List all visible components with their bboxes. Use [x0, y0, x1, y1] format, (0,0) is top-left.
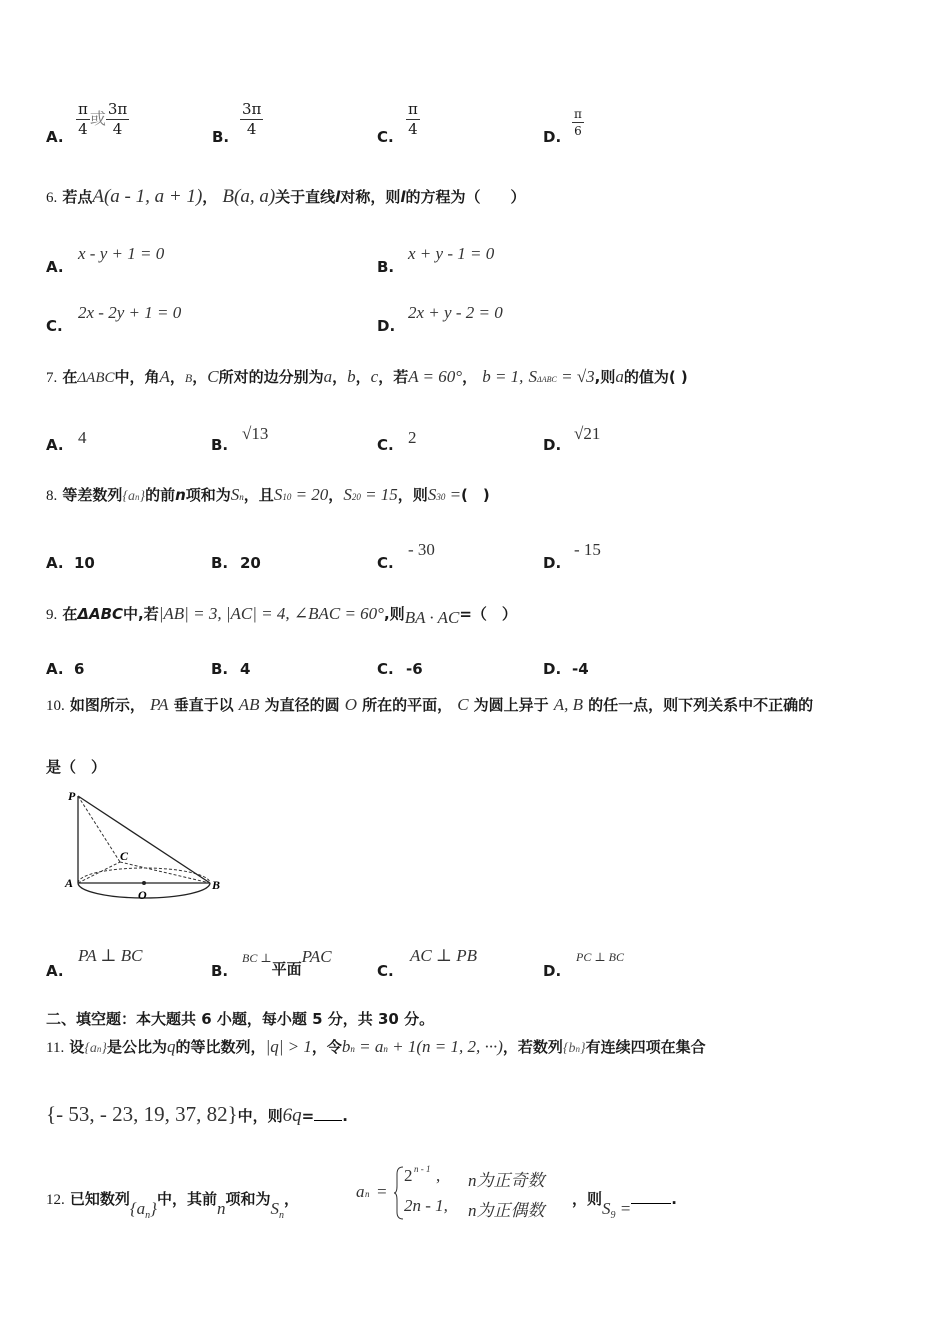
- segment-pa: PA: [149, 695, 169, 714]
- question-number: 8.: [46, 488, 58, 504]
- label-b: B: [212, 878, 221, 892]
- answer-blank[interactable]: [314, 1106, 342, 1121]
- var-n: n: [217, 1199, 226, 1218]
- question-8-stem: [46, 484, 490, 514]
- option-d-value: [572, 108, 584, 137]
- stem-text: ,则: [594, 368, 616, 386]
- subscript: n: [279, 1210, 285, 1221]
- option-a-value: 6: [74, 660, 85, 678]
- stem-text: 垂直于以: [173, 696, 234, 714]
- sum-value: =: [445, 485, 462, 504]
- question-number: 12.: [46, 1192, 65, 1208]
- stem-text: 中，则: [237, 1107, 283, 1125]
- stem-text: 如图所示，: [69, 696, 145, 714]
- fraction-denominator: 4: [246, 120, 257, 138]
- comma: ，: [169, 368, 185, 386]
- brace: }: [580, 1041, 586, 1056]
- stem-text: 中，其前: [156, 1190, 217, 1208]
- case2-condition: n为正偶数: [468, 1201, 545, 1220]
- sum-symbol: S: [343, 485, 352, 504]
- subscript: n: [350, 1044, 355, 1054]
- question-6-stem: [46, 186, 526, 216]
- question-12-end: [572, 1188, 677, 1228]
- option-d-value: 2x + y - 2 = 0: [408, 303, 503, 322]
- stem-text: ，若: [378, 368, 409, 386]
- option-a-value: [76, 102, 129, 137]
- stem-text: 为圆上异于: [473, 696, 549, 714]
- subscript: n: [239, 492, 244, 502]
- option-c-value: 2x - 2y + 1 = 0: [78, 303, 182, 322]
- point-b: B(a, a): [222, 186, 276, 207]
- option-c-label: C.: [377, 128, 394, 146]
- stem-text: 的任一点，则下列关系中不正确的: [588, 696, 814, 714]
- option-b-label: B.: [211, 436, 229, 454]
- q-condition: |q| > 1: [265, 1037, 312, 1056]
- sum-symbol: S: [427, 485, 437, 504]
- sequence-b: {b: [562, 1041, 576, 1056]
- stem-text: ，: [202, 188, 218, 206]
- vector-dot-product: BA · AC: [404, 608, 460, 627]
- var-n: n: [175, 486, 186, 504]
- comma: ，: [328, 486, 344, 504]
- center-dot: [142, 881, 146, 885]
- option-c-value: [406, 102, 420, 137]
- subscript: 9: [610, 1210, 616, 1221]
- area-subscript: ΔABC: [537, 375, 557, 384]
- stem-text: 的值为( ): [623, 368, 688, 386]
- option-b-value: [240, 102, 263, 137]
- option-c-label: C.: [377, 554, 394, 572]
- equation: + 1(n = 1, 2, ···): [387, 1037, 503, 1056]
- fraction-denominator: 4: [78, 120, 88, 138]
- fraction-denominator: 4: [112, 120, 123, 138]
- segment-pb-line: [78, 796, 210, 883]
- option-b-value: [242, 946, 332, 978]
- option-b-label: B.: [377, 258, 395, 276]
- option-b-label: B.: [211, 660, 229, 678]
- option-d-label: D.: [543, 962, 562, 980]
- sum-value: = 20: [291, 485, 329, 504]
- option-c-value: 2: [408, 428, 417, 447]
- option-d-value: PC ⊥ BC: [576, 950, 624, 964]
- stem-text: 在: [62, 368, 78, 386]
- stem-text: ，令: [311, 1038, 342, 1056]
- option-a-label: A.: [46, 962, 64, 980]
- option-d-value: √21: [574, 424, 601, 443]
- fraction-denominator: 6: [574, 124, 582, 138]
- question-10-stem: [46, 694, 813, 724]
- stem-text: ,则: [383, 605, 405, 623]
- option-a-value: x - y + 1 = 0: [78, 244, 165, 263]
- option-b-part1: BC ⊥: [242, 951, 272, 965]
- case1-condition: n为正奇数: [468, 1171, 545, 1190]
- var-b: b: [341, 1037, 351, 1056]
- label-c: C: [120, 849, 129, 863]
- subscript: n: [96, 1044, 102, 1054]
- option-d-label: D.: [543, 128, 562, 146]
- stem-text: .: [342, 1107, 348, 1125]
- triangle-abc: ΔABC: [77, 370, 115, 386]
- angle-a-value: A = 60°: [408, 367, 463, 386]
- stem-text: ，: [284, 1190, 300, 1208]
- question-11-line2: [46, 1102, 348, 1136]
- stem-text: 对称，则: [340, 188, 401, 206]
- stem-text: 中,若: [123, 605, 159, 623]
- stem-text: 项和为: [225, 1190, 271, 1208]
- option-a-label: A.: [46, 436, 64, 454]
- fraction-numerator: π: [78, 100, 88, 118]
- stem-text: =（ ）: [459, 605, 517, 623]
- stem-text: 所在的平面，: [362, 696, 453, 714]
- option-b-value: √13: [242, 424, 269, 443]
- sum-symbol: S: [230, 485, 240, 504]
- subscript: 30: [436, 492, 446, 502]
- option-c-label: C.: [46, 317, 63, 335]
- stem-text-continued: 是（ ）: [46, 758, 107, 776]
- stem-text: .: [671, 1190, 677, 1208]
- stem-text: 在: [62, 605, 78, 623]
- option-a-value: PA ⊥ BC: [78, 946, 143, 965]
- var-a: a: [323, 367, 333, 386]
- option-a-label: A.: [46, 128, 64, 146]
- option-b-value: 20: [240, 554, 261, 572]
- option-c-value: -6: [406, 660, 423, 678]
- stem-text: 为直径的圆: [264, 696, 340, 714]
- given-conditions: |AB| = 3, |AC| = 4, ∠BAC = 60°: [158, 604, 384, 623]
- stem-text: 设: [69, 1038, 85, 1056]
- question-number: 6.: [46, 190, 58, 206]
- stem-text: 是公比为: [107, 1038, 168, 1056]
- case1-exponent: n - 1: [414, 1164, 431, 1174]
- fraction-numerator: π: [408, 100, 418, 118]
- option-b-value: 4: [240, 660, 251, 678]
- var-c: c: [370, 367, 379, 386]
- subscript: n: [383, 1044, 388, 1054]
- question-7-stem: [46, 366, 688, 396]
- stem-text: ，则: [397, 486, 428, 504]
- subscript: n: [365, 1189, 370, 1199]
- stem-text: 的等比数列，: [175, 1038, 266, 1056]
- points-a-b: A, B: [553, 695, 584, 714]
- label-p: P: [68, 789, 76, 803]
- var-a-upper: A: [159, 367, 170, 386]
- or-text: 或: [89, 111, 106, 128]
- point-c: C: [457, 695, 469, 714]
- option-c-label: C.: [377, 660, 394, 678]
- option-a-label: A.: [46, 258, 64, 276]
- stem-text: 的前: [145, 486, 176, 504]
- option-d-label: D.: [543, 436, 562, 454]
- brace: }: [101, 1041, 108, 1056]
- option-b-label: B.: [211, 962, 229, 980]
- equation: = a: [354, 1037, 384, 1056]
- label-o: O: [138, 888, 147, 902]
- case2-expression: 2n - 1,: [404, 1196, 448, 1215]
- area-symbol: S: [528, 367, 538, 386]
- stem-text: 已知数列: [69, 1190, 130, 1208]
- comma: ，: [462, 368, 478, 386]
- sequence-a: {a: [84, 1041, 97, 1056]
- left-brace: [394, 1166, 404, 1220]
- stem-text: 中，角: [114, 368, 160, 386]
- subscript: n: [575, 1044, 581, 1054]
- equals: =: [615, 1199, 632, 1218]
- subscript: 20: [351, 492, 361, 502]
- option-d-label: D.: [543, 660, 562, 678]
- case1-base: 2: [404, 1166, 413, 1185]
- fraction-numerator: 3π: [242, 100, 262, 118]
- option-d-value: - 15: [574, 540, 601, 559]
- var-a: a: [356, 1182, 365, 1201]
- comma: ，: [332, 368, 348, 386]
- option-c-value: - 30: [408, 540, 435, 559]
- number-set: {- 53, - 23, 19, 37, 82}: [46, 1102, 238, 1126]
- stem-text: 的方程为（ ）: [405, 188, 526, 206]
- option-a-value: 10: [74, 554, 95, 572]
- triangle-abc: ΔABC: [77, 605, 124, 623]
- subscript: n: [134, 492, 140, 502]
- question-12-stem: [46, 1188, 299, 1228]
- subscript: 10: [282, 492, 292, 502]
- var-b: b: [347, 367, 356, 386]
- line-l: l: [400, 188, 406, 206]
- segment-ac-line: [78, 862, 120, 883]
- stem-text: 若点: [62, 188, 93, 206]
- question-11-stem: [46, 1036, 706, 1066]
- fraction-denominator: 4: [408, 120, 418, 138]
- var-q: q: [167, 1037, 176, 1056]
- question-number: 9.: [46, 607, 58, 623]
- stem-text: 有连续四项在集合: [585, 1038, 706, 1056]
- q5-options: [46, 100, 906, 150]
- brace: }: [150, 1199, 157, 1218]
- option-b-label: B.: [212, 128, 230, 146]
- segment-cb-line: [120, 862, 210, 883]
- sum-value: = 15: [360, 485, 398, 504]
- subscript: n: [145, 1210, 151, 1221]
- sequence-a: {a: [122, 489, 135, 504]
- side-b-value: b = 1,: [482, 367, 524, 386]
- piecewise-definition: [356, 1164, 576, 1222]
- option-b-value: x + y - 1 = 0: [408, 244, 495, 263]
- section-2-title: 二、填空题：本大题共 6 小题，每小题 5 分，共 30 分。: [46, 1010, 435, 1028]
- stem-text: 等差数列: [62, 486, 123, 504]
- equals: =: [376, 1182, 388, 1201]
- option-c-label: C.: [377, 436, 394, 454]
- stem-text: 所对的边分别为: [218, 368, 324, 386]
- stem-text: ，则: [572, 1190, 603, 1208]
- sequence-a: {a: [129, 1199, 146, 1218]
- stem-text: =: [301, 1107, 315, 1125]
- option-b-plane: 平面: [271, 960, 302, 978]
- sum-symbol: S: [270, 1199, 280, 1218]
- stem-text: ，若数列: [502, 1038, 563, 1056]
- option-a-value: 4: [78, 428, 87, 447]
- option-d-label: D.: [377, 317, 396, 335]
- question-9-stem: [46, 603, 517, 633]
- answer-blank[interactable]: [631, 1193, 671, 1204]
- circle-o: O: [344, 695, 357, 714]
- option-c-value: AC ⊥ PB: [410, 946, 477, 965]
- point-a: A(a - 1, a + 1): [92, 186, 203, 207]
- question-number: 11.: [46, 1040, 65, 1056]
- geometry-figure: [62, 786, 232, 906]
- comma: ，: [355, 368, 371, 386]
- fraction-numerator: 3π: [107, 100, 128, 118]
- label-a: A: [65, 876, 74, 890]
- stem-text: 关于直线: [275, 188, 336, 206]
- sum-symbol: S: [602, 1199, 611, 1218]
- option-a-label: A.: [46, 554, 64, 572]
- stem-text: ( ): [461, 486, 490, 504]
- var-b-upper: B: [184, 371, 193, 385]
- stem-text: ，且: [243, 486, 274, 504]
- stem-text: 项和为: [185, 486, 231, 504]
- option-d-value: -4: [572, 660, 589, 678]
- area-value: = √3: [556, 367, 595, 386]
- option-c-label: C.: [377, 962, 394, 980]
- case1-comma: ,: [436, 1166, 441, 1185]
- option-b-part2: PAC: [301, 947, 332, 966]
- var-c-upper: C: [207, 367, 219, 386]
- segment-pc-line: [78, 796, 120, 862]
- segment-ab: AB: [238, 695, 260, 714]
- brace: }: [139, 489, 146, 504]
- expression-6q: 6q: [282, 1105, 302, 1126]
- option-a-label: A.: [46, 660, 64, 678]
- option-d-label: D.: [543, 554, 562, 572]
- line-l: l: [335, 188, 341, 206]
- comma: ，: [192, 368, 208, 386]
- question-number: 10.: [46, 698, 65, 714]
- sum-symbol: S: [273, 485, 283, 504]
- fraction-numerator: π: [574, 107, 582, 121]
- var-a: a: [615, 367, 624, 386]
- question-number: 7.: [46, 370, 58, 386]
- option-b-label: B.: [211, 554, 229, 572]
